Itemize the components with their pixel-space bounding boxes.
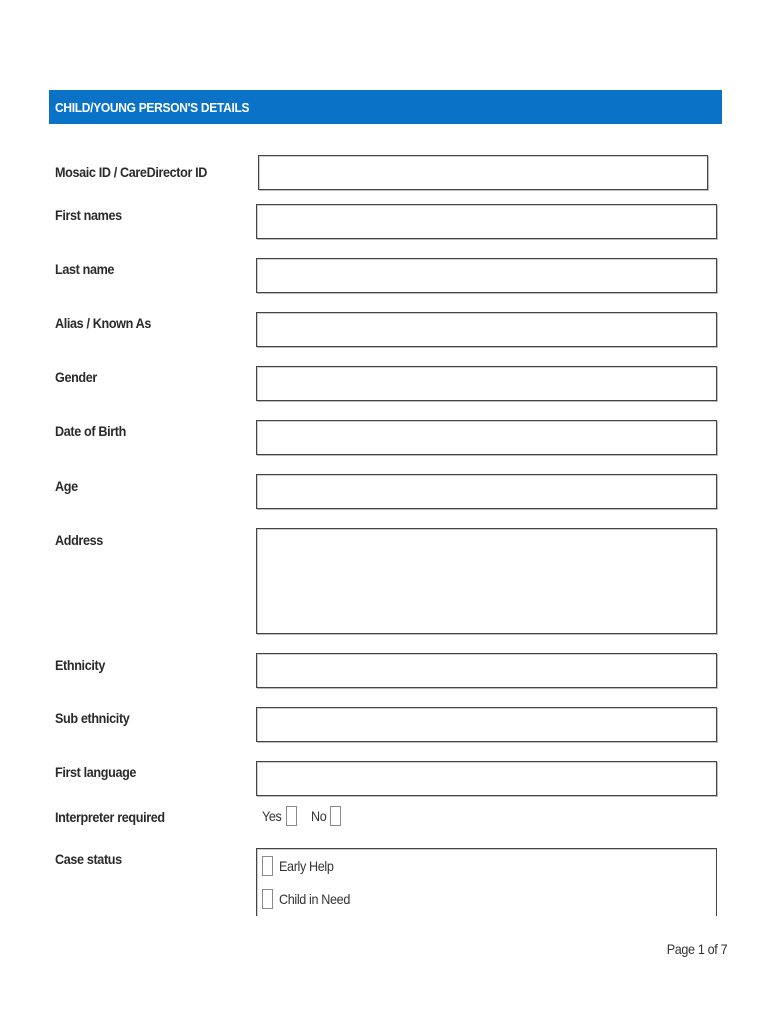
date-of-birth-input[interactable] [256, 420, 717, 455]
page-number: Page 1 of 7 [666, 941, 727, 957]
case-status-option-child-in-need[interactable] [262, 889, 358, 909]
last-name-label: Last name [55, 261, 115, 277]
case-status-option-early-help[interactable] [262, 856, 340, 876]
address-input[interactable] [256, 528, 717, 634]
first-language-label: First language [55, 764, 137, 780]
interpreter-yes-option[interactable] [262, 806, 297, 826]
case-status-box [256, 848, 717, 916]
ethnicity-label: Ethnicity [55, 657, 105, 673]
sub-ethnicity-input[interactable] [256, 707, 717, 742]
interpreter-no-checkbox[interactable] [330, 806, 341, 826]
interpreter-yes-label: Yes [262, 808, 282, 824]
case-status-label: Case status [55, 851, 122, 867]
first-language-input[interactable] [256, 761, 717, 796]
early-help-checkbox[interactable] [262, 856, 273, 876]
interpreter-no-label: No [311, 808, 327, 824]
age-input[interactable] [256, 474, 717, 509]
gender-label: Gender [55, 369, 97, 385]
first-names-input[interactable] [256, 204, 717, 239]
alias-input[interactable] [256, 312, 717, 347]
first-names-label: First names [55, 207, 122, 223]
interpreter-yes-checkbox[interactable] [286, 806, 297, 826]
interpreter-required-label: Interpreter required [55, 809, 165, 825]
interpreter-no-option[interactable] [311, 806, 341, 826]
section-header [49, 90, 722, 124]
ethnicity-input[interactable] [256, 653, 717, 688]
alias-label: Alias / Known As [55, 315, 151, 331]
gender-input[interactable] [256, 366, 717, 401]
address-label: Address [55, 532, 103, 548]
last-name-input[interactable] [256, 258, 717, 293]
sub-ethnicity-label: Sub ethnicity [55, 710, 130, 726]
date-of-birth-label: Date of Birth [55, 423, 126, 439]
early-help-label: Early Help [279, 858, 334, 874]
mosaic-id-input[interactable] [258, 155, 708, 190]
age-label: Age [55, 478, 78, 494]
mosaic-id-label: Mosaic ID / CareDirector ID [55, 164, 208, 180]
section-title: CHILD/YOUNG PERSON'S DETAILS [55, 99, 250, 115]
child-in-need-checkbox[interactable] [262, 889, 273, 909]
child-in-need-label: Child in Need [279, 891, 350, 907]
